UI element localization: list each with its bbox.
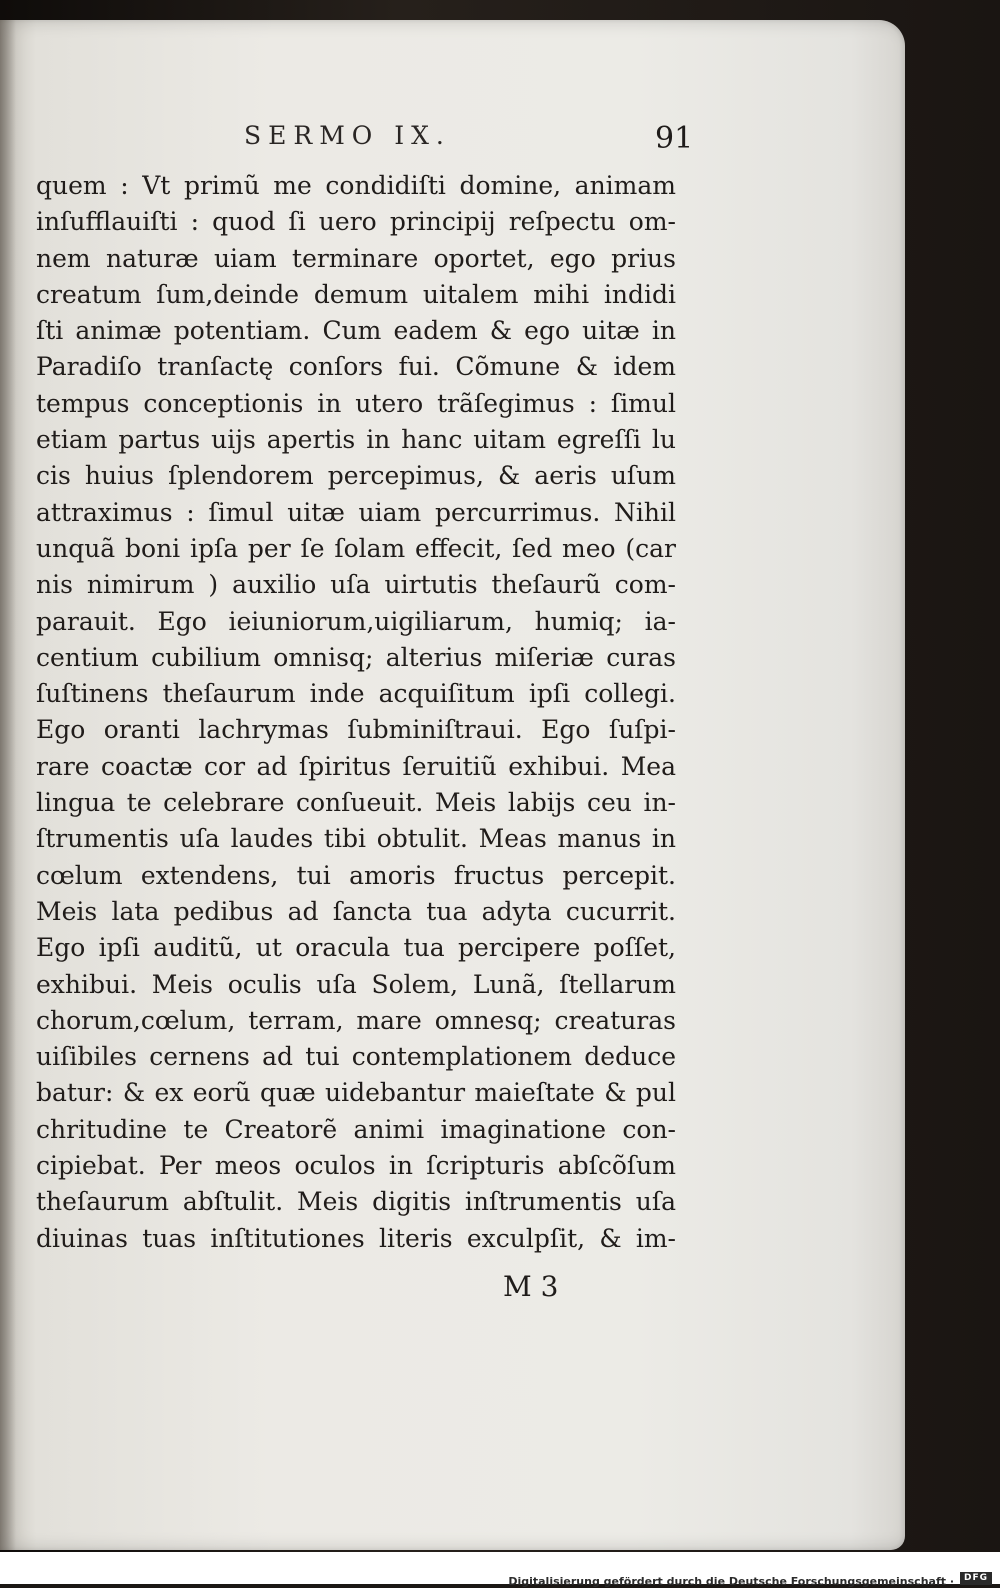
text-line: centium cubilium omnisq; alterius miſeriæ curas [36, 642, 676, 672]
text-line: nis nimirum ) auxilio uſa uirtutis theſaurũ com- [36, 570, 676, 600]
text-line: parauit. Ego ieiuniorum,uigiliarum, humiq; ia- [36, 606, 676, 636]
text-line: diuinas tuas inſtitutiones literis exculpſit, & im- [36, 1223, 676, 1253]
text-line: Paradiſo tranſactę conſors fui. Cõmune & idem [36, 352, 676, 382]
text-line: Ego ipſi auditũ, ut oracula tua percipere poſſet, [36, 933, 676, 963]
text-line: ſtrumentis uſa laudes tibi obtulit. Meas manus in [36, 824, 676, 854]
text-line: cœlum extendens, tui amoris fructus percepit. [36, 860, 676, 890]
running-head: SERMO IX. [244, 121, 451, 150]
text-line: ſuſtinens theſaurum inde acquiſitum ipſi collegi. [36, 679, 676, 709]
text-line: attraximus : ſimul uitæ uiam percurrimus. Nihil [36, 497, 676, 527]
page-number: 91 [655, 121, 694, 156]
dfg-logo-icon: DFG [960, 1572, 992, 1585]
text-line: unquã boni ipſa per ſe ſolam effecit, ſed meo (car [36, 533, 676, 563]
text-line: lingua te celebrare conſueuit. Meis labijs ceu in- [36, 788, 676, 818]
text-line: batur: & ex eorũ quæ uidebantur maieſtate & pul [36, 1078, 676, 1108]
text-line: exhibui. Meis oculis uſa Solem, Lunã, ſtellarum [36, 969, 676, 999]
footer-credit: Digitalisierung gefördert durch die Deutsche Forschungsgemeinschaft · [508, 1575, 954, 1588]
text-line: creatum ſum,deinde demum uitalem mihi indidi [36, 279, 676, 309]
text-line: uiſibiles cernens ad tui contemplationem deduce [36, 1042, 676, 1072]
text-line: rare coactæ cor ad ſpiritus ſeruitiũ exhibui. Mea [36, 751, 676, 781]
text-line: Meis lata pedibus ad ſancta tua adyta cucurrit. [36, 896, 676, 926]
text-line: cis huius ſplendorem percepimus, & aeris uſum [36, 461, 676, 491]
signature-mark: M 3 [503, 1270, 559, 1303]
text-line: inſufflauiſti : quod ſi uero principij reſpectu om- [36, 207, 676, 237]
text-line: tempus conceptionis in utero trãſegimus : ſimul [36, 388, 676, 418]
text-line: etiam partus uijs apertis in hanc uitam egreſſi lu [36, 425, 676, 455]
page-header [0, 121, 905, 157]
text-line: ſti animæ potentiam. Cum eadem & ego uitæ in [36, 316, 676, 346]
text-line: theſaurum abſtulit. Meis digitis inſtrumentis uſa [36, 1187, 676, 1217]
text-line: chritudine te Creatorẽ animi imaginatione con- [36, 1114, 676, 1144]
text-line: quem : Vt primũ me condidiſti domine, animam [36, 171, 676, 200]
book-page [0, 20, 905, 1550]
text-line: chorum,cœlum, terram, mare omnesq; creaturas [36, 1005, 676, 1035]
text-line: cipiebat. Per meos oculos in ſcripturis abſcõſum [36, 1151, 676, 1181]
body-text [36, 168, 676, 1257]
text-line: nem naturæ uiam terminare oportet, ego prius [36, 243, 676, 273]
text-line: Ego oranti lachrymas ſubminiſtraui. Ego ſuſpi- [36, 715, 676, 745]
